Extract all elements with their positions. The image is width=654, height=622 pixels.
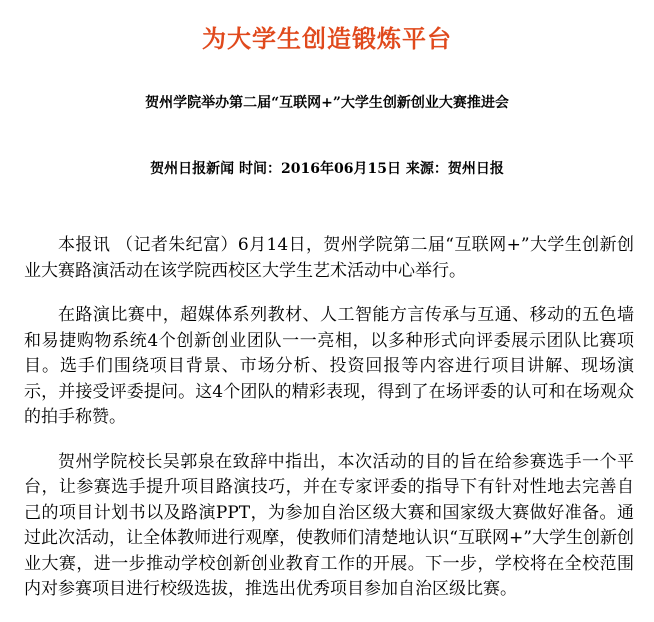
article-body <box>24 233 634 622</box>
article-subtitle: 贺州学院举办第二届“互联网+”大学生创新创业大赛推进会 <box>145 95 509 111</box>
paragraph: 本报讯 （记者朱纪富）6月14日，贺州学院第二届“互联网+”大学生创新创业大赛路演活动在该学院西校区大学生艺术活动中心举行。 <box>24 235 634 281</box>
paragraph: 在路演比赛中，超媒体系列教材、人工智能方言传承与互通、移动的五色墙和易捷购物系统4个创新创业团队一一亮相，以多种形式向评委展示团队比赛项目。选手们围绕项目背景、市场分析、投资回报等内容进行项目讲解、现场演示，并接受评委提问。这4个团队的精彩表现，得到了在场评委的认可和在场观众的拍手称赞。 <box>24 305 634 427</box>
article-headline: 为大学生创造锻炼平台 <box>202 24 452 54</box>
paragraph: 贺州学院校长吴郭泉在致辞中指出，本次活动的目的旨在给参赛选手一个平台，让参赛选手提升项目路演技巧，并在专家评委的指导下有针对性地去完善自己的项目计划书以及路演PPT，为参加自治区级大赛和国家级大赛做好准备。通过此次活动，让全体教师进行观摩，使教师们清楚地认识“互联网+”大学生创新创业大赛，进一步推动学校创新创业教育工作的开展。下一步，学校将在全校范围内对参赛项目进行校级选拔，推选出优秀项目参加自治区级比赛。 <box>24 451 634 599</box>
article-meta: 贺州日报新闻 时间：2016年06月15日 来源：贺州日报 <box>150 161 504 177</box>
